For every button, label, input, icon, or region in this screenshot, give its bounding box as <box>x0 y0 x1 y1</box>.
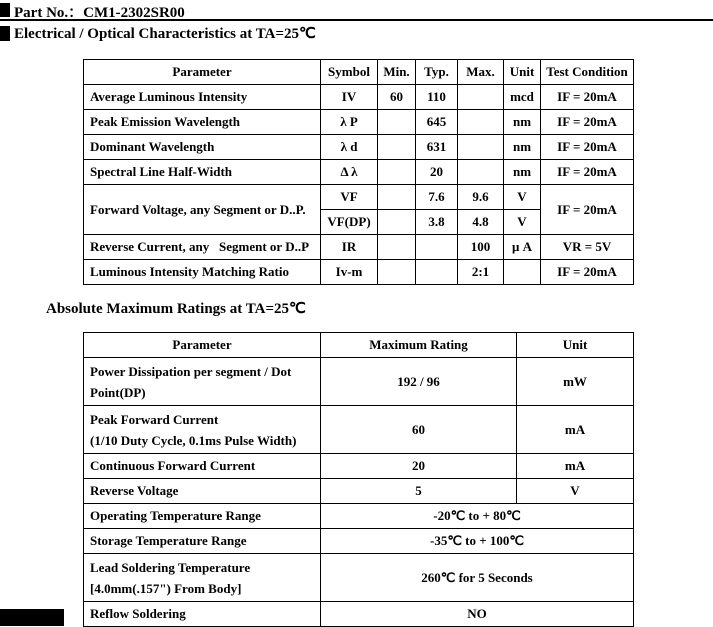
cell-max: 9.6 <box>458 185 504 210</box>
table-header-row <box>84 60 634 85</box>
cell-rating: 20 <box>321 454 517 479</box>
cell-unit: mA <box>517 454 634 479</box>
table-row <box>84 235 634 260</box>
cell-typ <box>416 260 458 285</box>
table-header-row <box>84 333 634 358</box>
cell-unit: μ A <box>504 235 541 260</box>
absolute-maximum-ratings-table <box>83 332 634 627</box>
cell-typ: 7.6 <box>416 185 458 210</box>
cell-unit: mcd <box>504 85 541 110</box>
cell-min <box>378 210 416 235</box>
cell-unit: nm <box>504 110 541 135</box>
electrical-characteristics-table <box>83 59 634 285</box>
cell-symbol: Δ λ <box>321 160 378 185</box>
table-row <box>84 260 634 285</box>
section-mark <box>0 26 10 41</box>
section-mark <box>0 609 64 626</box>
cell-unit: V <box>504 210 541 235</box>
cell-unit: V <box>517 479 634 504</box>
cell-symbol: VF(DP) <box>321 210 378 235</box>
col-symbol: Symbol <box>321 60 378 85</box>
cell-min <box>378 160 416 185</box>
col-min: Min. <box>378 60 416 85</box>
col-parameter: Parameter <box>84 333 321 358</box>
col-unit: Unit <box>517 333 634 358</box>
cell-typ: 631 <box>416 135 458 160</box>
cell-parameter: Spectral Line Half-Width <box>84 160 321 185</box>
cell-rating: NO <box>321 602 634 627</box>
table-row <box>84 554 634 602</box>
table-row <box>84 135 634 160</box>
cell-typ: 3.8 <box>416 210 458 235</box>
cell-max <box>458 135 504 160</box>
cell-parameter: Operating Temperature Range <box>84 504 321 529</box>
parameter-line: (1/10 Duty Cycle, 0.1ms Pulse Width) <box>90 432 297 448</box>
cell-rating: -20℃ to + 80℃ <box>321 504 634 529</box>
table-row <box>84 358 634 406</box>
cell-min <box>378 235 416 260</box>
cell-rating: -35℃ to + 100℃ <box>321 529 634 554</box>
cell-max: 4.8 <box>458 210 504 235</box>
cell-min <box>378 110 416 135</box>
cell-min: 60 <box>378 85 416 110</box>
parameter-line: Power Dissipation per segment / Dot <box>90 363 292 379</box>
table-row <box>84 454 634 479</box>
cell-parameter: Luminous Intensity Matching Ratio <box>84 260 321 285</box>
cell-test-condition: IF = 20mA <box>541 135 634 160</box>
section-mark <box>0 3 10 17</box>
cell-typ: 110 <box>416 85 458 110</box>
cell-rating: 260℃ for 5 Seconds <box>321 554 634 602</box>
cell-parameter: Forward Voltage, any Segment or D..P. <box>84 185 321 235</box>
parameter-line: Peak Forward Current <box>90 411 219 427</box>
cell-rating: 192 / 96 <box>321 358 517 406</box>
cell-test-condition: IF = 20mA <box>541 110 634 135</box>
divider <box>0 19 713 21</box>
cell-rating: 60 <box>321 406 517 454</box>
cell-parameter: Average Luminous Intensity <box>84 85 321 110</box>
cell-unit: mW <box>517 358 634 406</box>
cell-parameter: Reflow Soldering <box>84 602 321 627</box>
cell-parameter: Reverse Voltage <box>84 479 321 504</box>
section-title-electrical: Electrical / Optical Characteristics at TA=25℃ <box>14 26 316 42</box>
cell-typ: 645 <box>416 110 458 135</box>
parameter-line: [4.0mm(.157") From Body] <box>90 580 242 596</box>
cell-rating: 5 <box>321 479 517 504</box>
parameter-line: Point(DP) <box>90 384 146 400</box>
col-max: Max. <box>458 60 504 85</box>
cell-test-condition: VR = 5V <box>541 235 634 260</box>
cell-parameter <box>84 358 321 406</box>
table-row <box>84 110 634 135</box>
table-row <box>84 160 634 185</box>
table-row <box>84 529 634 554</box>
cell-min <box>378 185 416 210</box>
cell-max <box>458 85 504 110</box>
cell-parameter: Dominant Wavelength <box>84 135 321 160</box>
cell-parameter <box>84 554 321 602</box>
cell-max: 2:1 <box>458 260 504 285</box>
cell-typ: 20 <box>416 160 458 185</box>
cell-parameter: Continuous Forward Current <box>84 454 321 479</box>
cell-symbol: Iv-m <box>321 260 378 285</box>
cell-unit: nm <box>504 160 541 185</box>
cell-max <box>458 110 504 135</box>
parameter-line: Lead Soldering Temperature <box>90 559 251 575</box>
cell-test-condition: IF = 20mA <box>541 160 634 185</box>
col-test-condition: Test Condition <box>541 60 634 85</box>
cell-parameter: Reverse Current, any Segment or D..P <box>84 235 321 260</box>
cell-min <box>378 135 416 160</box>
col-maximum-rating: Maximum Rating <box>321 333 517 358</box>
col-parameter: Parameter <box>84 60 321 85</box>
table-row <box>84 602 634 627</box>
cell-max <box>458 160 504 185</box>
cell-symbol: λ P <box>321 110 378 135</box>
cell-symbol: IR <box>321 235 378 260</box>
cell-min <box>378 260 416 285</box>
part-number: Part No.：CM1-2302SR00 <box>14 5 185 21</box>
cell-unit: mA <box>517 406 634 454</box>
col-typ: Typ. <box>416 60 458 85</box>
cell-unit <box>504 260 541 285</box>
cell-symbol: VF <box>321 185 378 210</box>
cell-test-condition: IF = 20mA <box>541 260 634 285</box>
table-row <box>84 479 634 504</box>
cell-max: 100 <box>458 235 504 260</box>
table-row <box>84 504 634 529</box>
cell-unit: V <box>504 185 541 210</box>
table-row <box>84 85 634 110</box>
cell-parameter: Storage Temperature Range <box>84 529 321 554</box>
cell-symbol: IV <box>321 85 378 110</box>
col-unit: Unit <box>504 60 541 85</box>
cell-symbol: λ d <box>321 135 378 160</box>
cell-parameter <box>84 406 321 454</box>
cell-test-condition: IF = 20mA <box>541 85 634 110</box>
cell-unit: nm <box>504 135 541 160</box>
table-row <box>84 406 634 454</box>
cell-parameter: Peak Emission Wavelength <box>84 110 321 135</box>
table-row <box>84 185 634 210</box>
section-title-absolute-maximum: Absolute Maximum Ratings at TA=25℃ <box>46 301 306 317</box>
cell-test-condition: IF = 20mA <box>541 185 634 235</box>
cell-typ <box>416 235 458 260</box>
